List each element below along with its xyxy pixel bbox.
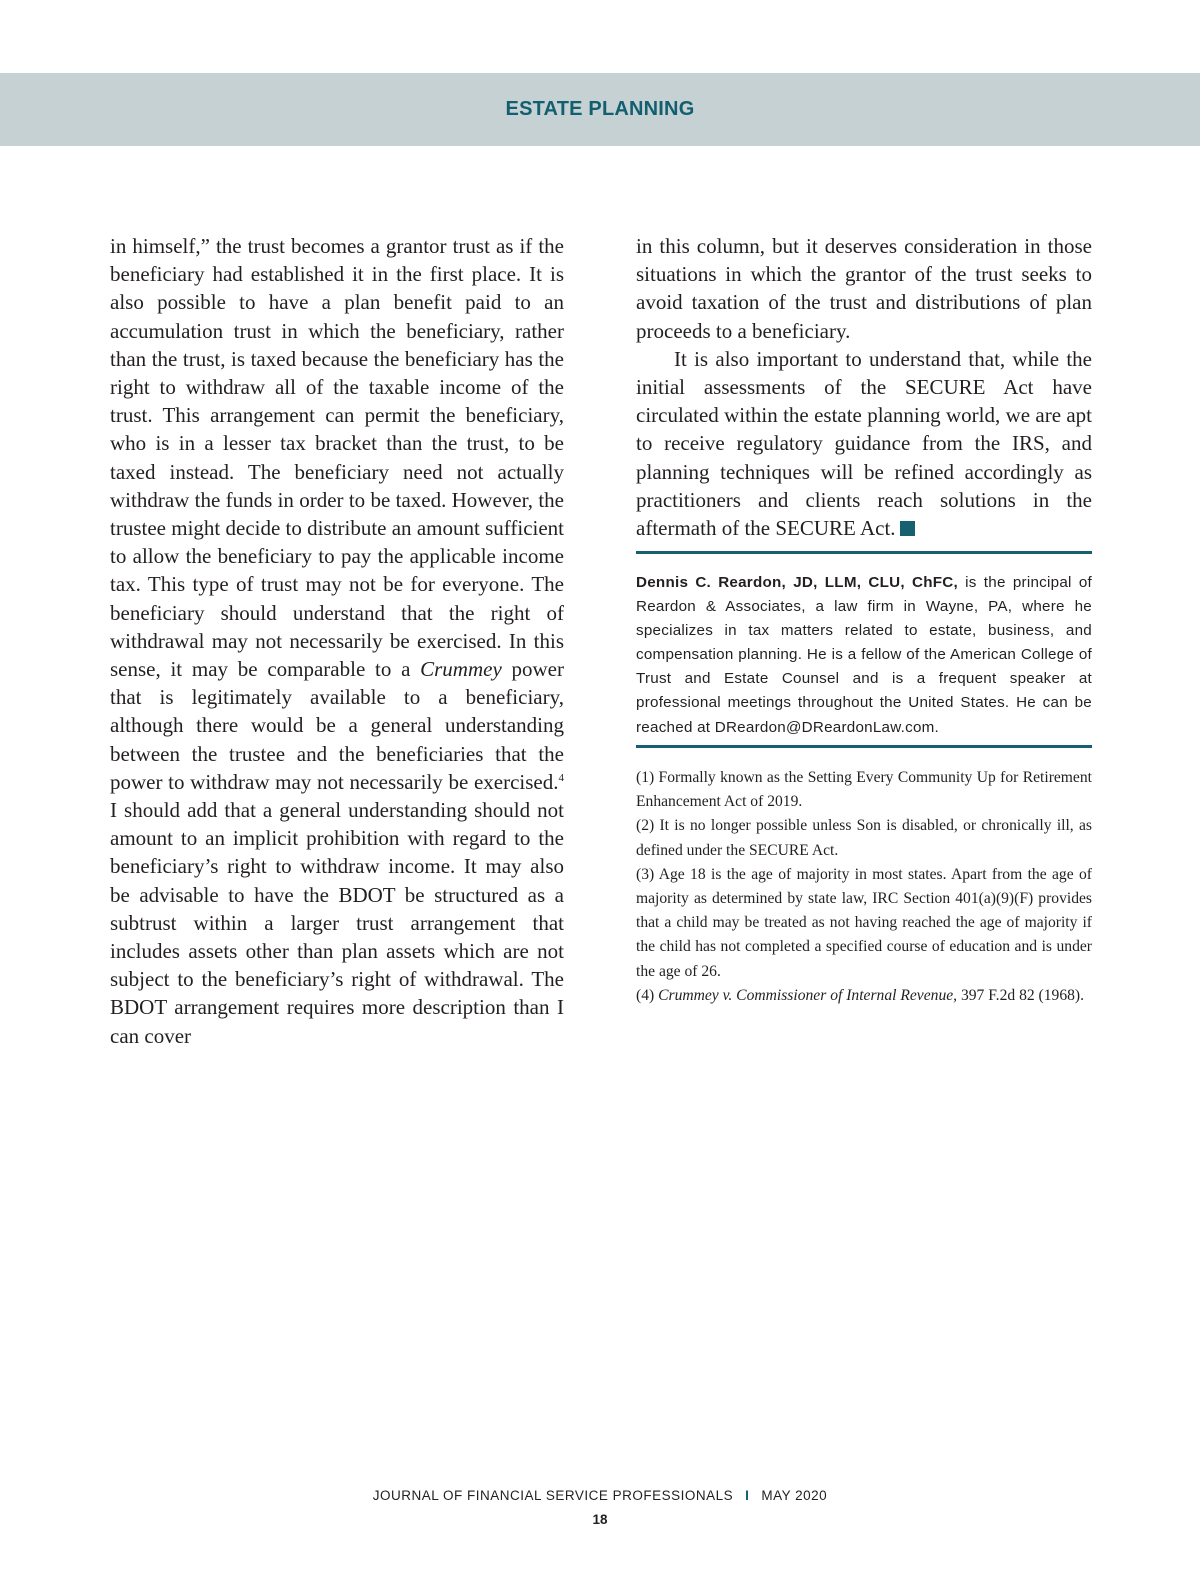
divider-rule [636, 551, 1092, 554]
footer [0, 1488, 1200, 1503]
body-text: in himself,” the trust becomes a grantor trust as if the beneficiary had established it in the first place. It is also possible to have a plan benefit paid to an accumulation trust in which the beneficiary, rather than the trust, is taxed because the beneficiary has the right to withdraw all of the taxable income of the trust. This arrangement can permit the beneficiary, who is in a lesser tax bracket than the trust, to be taxed instead. The beneficiary need not actually withdraw the funds in order to be taxed. However, the trustee might decide to distribute an amount sufficient to allow the beneficiary to pay the applicable income tax. This type of trust may not be for everyone. The beneficiary should understand that the right of withdrawal may not necessarily be exercised. In this sense, it may be comparable to a [110, 234, 564, 682]
body-text: power that is legitimately available to a beneficiary, although there would be a general understanding between the trustee and the beneficiaries that the power to withdraw may not necessarily be exercised. [110, 657, 564, 794]
case-citation-italic: Crummey v. Commissioner of Internal Revenue, [658, 986, 958, 1004]
footnote: (2) It is no longer possible unless Son is disabled, or chronically ill, as defined under the SECURE Act. [636, 817, 1092, 859]
body-paragraph [110, 232, 564, 1050]
author-bio-text: is the principal of Reardon & Associates, a law firm in Wayne, PA, where he specializes in tax matters related to estate, business, and compensation planning. He is a fellow of the American College of Trust and Estate Counsel and is a frequent speaker at professional meetings throughout the United States. He can be reached at DReardon@DReardonLaw.com. [636, 574, 1092, 736]
footnote-citation: 397 F.2d 82 (1968). [957, 986, 1085, 1004]
footer-separator: I [745, 1488, 750, 1503]
body-paragraph: in this column, but it deserves consideration in those situations in which the grantor of the trust seeks to avoid taxation of the trust and distributions of plan proceeds to a beneficiary. [636, 234, 1092, 343]
body-text: I should add that a general understanding should not amount to an implicit prohibition with regard to the beneficiary’s right to withdraw income. It may also be advisable to have the BDOT be structured as a subtrust within a larger trust arrangement that includes assets other than plan assets which are not subject to the beneficiary’s right of withdrawal. The BDOT arrangement requires more description than I can cover [110, 798, 564, 1048]
section-title: ESTATE PLANNING [505, 98, 695, 120]
right-column [636, 232, 1092, 542]
left-column [110, 232, 564, 1050]
footnote [636, 984, 1092, 1008]
divider-rule [636, 745, 1092, 748]
footnote: (1) Formally known as the Setting Every Community Up for Retirement Enhancement Act of 2019. [636, 769, 1092, 811]
body-text: It is also important to understand that, while the initial assessments of the SECURE Act have circulated within the estate planning world, we are apt to receive regulatory guidance from the IRS, and planning techniques will be refined accordingly as practitioners and clients reach solutions in the aftermath of the SECURE Act. [636, 346, 1092, 541]
journal-name: JOURNAL OF FINANCIAL SERVICE PROFESSIONALS [372, 1488, 734, 1503]
issue-date: MAY 2020 [761, 1488, 828, 1503]
author-bio [636, 571, 1092, 740]
page-number: 18 [592, 1512, 608, 1527]
end-mark-icon [900, 521, 915, 536]
footnote: (3) Age 18 is the age of majority in most states. Apart from the age of majority as determined by state law, IRC Section 401(a)(9)(F) provides that a child may be treated as not having reached the age of majority if the child has not completed a specified course of education and is under the age of 26. [636, 865, 1092, 980]
footnotes [636, 766, 1092, 1008]
author-name: Dennis C. Reardon, JD, LLM, CLU, ChFC, [636, 574, 958, 591]
body-paragraph [636, 345, 1092, 542]
footnote-ref: 4 [558, 771, 564, 784]
footnote-number: (4) [636, 986, 659, 1004]
case-name-italic: Crummey [420, 657, 502, 682]
